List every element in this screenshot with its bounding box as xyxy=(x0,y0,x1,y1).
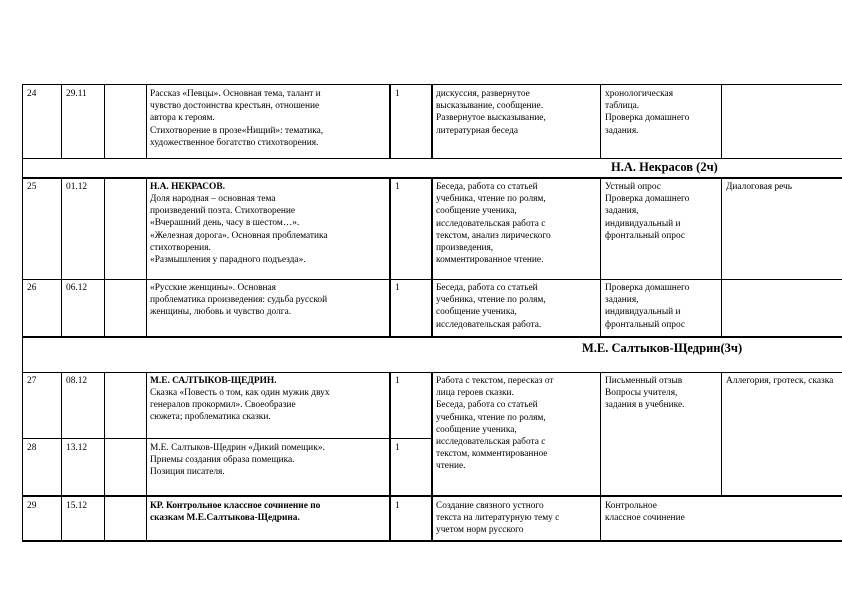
col-line-4 xyxy=(146,84,147,158)
row-24-hours: 1 xyxy=(395,89,400,99)
table-border-bottom xyxy=(22,540,842,542)
col-line-8c xyxy=(721,372,722,495)
row-25-topic-title: Н.А. НЕКРАСОВ. xyxy=(150,182,225,192)
col-line-8b xyxy=(721,177,722,336)
row-27-extra: Аллегория, гротеск, сказка xyxy=(726,376,834,386)
row-26-number: 26 xyxy=(27,283,37,293)
row-25-hours: 1 xyxy=(395,182,400,192)
col-line-5 xyxy=(389,84,391,158)
col-line-1 xyxy=(22,84,23,158)
col-line-3b xyxy=(104,177,105,336)
row-25-control: Устный опрос Проверка домашнего задания, индивидуальный и фронтальный опрос xyxy=(605,182,690,241)
row-29-topic: КР. Контрольное классное сочинение по сказкам М.Е.Салтыкова-Щедрина. xyxy=(150,501,321,524)
row-26-hours: 1 xyxy=(395,283,400,293)
col-line-4c xyxy=(146,372,147,540)
row-28-hours: 1 xyxy=(395,443,400,453)
row-25-date: 01.12 xyxy=(66,182,88,192)
col-line-7 xyxy=(600,84,601,158)
section-heading-nekrasov: Н.А. Некрасов (2ч) xyxy=(611,160,718,174)
row-29-date: 15.12 xyxy=(66,501,88,511)
section-nekrasov-left-border xyxy=(22,158,23,177)
row-25-topic: Доля народная – основная тема произведений поэта. Стихотворение «Вчерашний день, часу в шестом…». «Железная дорога». Основная проблематика стихотворения. «Размышления у парадного подъезда». xyxy=(150,194,328,266)
row-26-date: 06.12 xyxy=(66,283,88,293)
row-28-date: 13.12 xyxy=(66,443,88,453)
col-line-5b xyxy=(389,177,391,336)
row-29-activity: Создание связного устного текста на литературную тему с учетом норм русского xyxy=(436,501,560,536)
row-26-control: Проверка домашнего задания, индивидуальный и фронтальный опрос xyxy=(605,283,690,330)
row-28-number: 28 xyxy=(27,443,37,453)
row-24-number: 24 xyxy=(27,89,37,99)
row-27-number: 27 xyxy=(27,376,37,386)
section-saltykov-left-border xyxy=(22,336,23,372)
col-line-6c xyxy=(431,372,433,540)
row-24-control: хронологическая таблица. Проверка домашнего задания. xyxy=(605,89,690,136)
col-line-2c xyxy=(61,372,62,540)
row-24-bottom-border xyxy=(22,158,842,159)
col-line-6 xyxy=(431,84,433,158)
row-24-activity: дискуссия, развернутое высказывание, сообщение. Развернутое высказывание, литературная беседа xyxy=(436,89,546,136)
col-line-7c xyxy=(600,372,601,540)
col-line-6b xyxy=(431,177,433,336)
row-24-date: 29.11 xyxy=(66,89,87,99)
row-26-topic: «Русские женщины». Основная проблематика произведения: судьба русской женщины, любовь и чувство долга. xyxy=(150,283,328,318)
row-29-hours: 1 xyxy=(395,501,400,511)
col-line-2b xyxy=(61,177,62,336)
row-26-bottom-border xyxy=(22,336,842,338)
col-line-5c xyxy=(389,372,391,540)
col-line-8 xyxy=(721,84,722,158)
row-25-number: 25 xyxy=(27,182,37,192)
row-27-topic-title: М.Е. САЛТЫКОВ-ЩЕДРИН. xyxy=(150,376,277,386)
col-line-3 xyxy=(104,84,105,158)
row-27-hours: 1 xyxy=(395,376,400,386)
row-27-bottom-border xyxy=(22,438,432,439)
col-line-7b xyxy=(600,177,601,336)
section-heading-saltykov: М.Е. Салтыков-Щедрин(3ч) xyxy=(582,341,743,355)
row-26-activity: Беседа, работа со статьей учебника, чтение по ролям, сообщение ученика, исследовательская работа. xyxy=(436,283,546,330)
col-line-1c xyxy=(22,372,23,540)
col-line-2 xyxy=(61,84,62,158)
row-27-activity: Работа с текстом, пересказ от лица героев сказки. Беседа, работа со статьей учебника, чтение по ролям, сообщение ученика, исследовательская работа с текстом, комментированное чтение. xyxy=(436,376,554,472)
row-25-activity: Беседа, работа со статьей учебника, чтение по ролям, сообщение ученика, исследовательская работа с текстом, анализ лирического произведения, комментированное чтение. xyxy=(436,182,551,266)
row-27-date: 08.12 xyxy=(66,376,88,386)
row-29-control: Контрольное классное сочинение xyxy=(605,501,685,524)
row-25-extra: Диалоговая речь xyxy=(726,182,793,192)
col-line-3c xyxy=(104,372,105,540)
row-27-topic: Сказка «Повесть о том, как один мужик двух генералов прокормил». Своеобразие сюжета; проблематика сказки. xyxy=(150,388,330,423)
row-27-control: Письменный отзыв Вопросы учителя, задания в учебнике. xyxy=(605,376,685,411)
row-28-topic: М.Е. Салтыков-Щедрин «Дикий помещик». Приемы создания образа помещика. Позиция писателя. xyxy=(150,443,325,478)
col-line-1b xyxy=(22,177,23,336)
row-29-number: 29 xyxy=(27,501,37,511)
row-24-topic: Рассказ «Певцы». Основная тема, талант и чувство достоинства крестьян, отношение автора к героям. Стихотворение в прозе«Нищий»: тематика, художественное богатство стихотворения. xyxy=(150,89,324,148)
col-line-4b xyxy=(146,177,147,336)
